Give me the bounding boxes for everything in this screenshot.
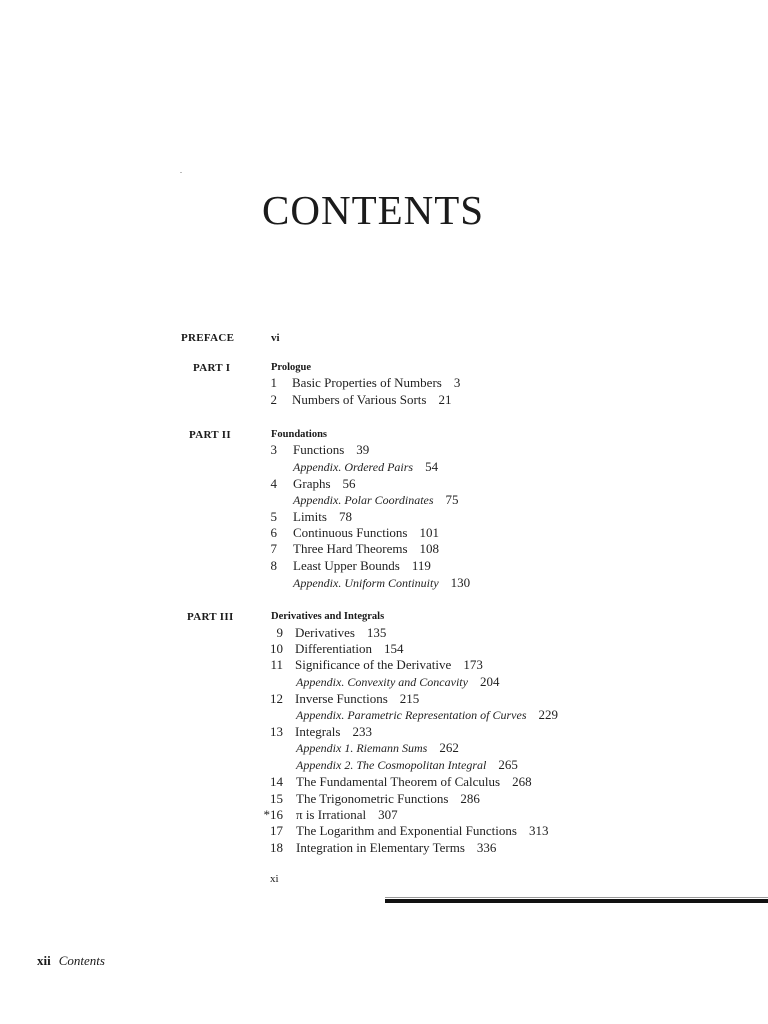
chapter-number: 5 <box>270 509 277 524</box>
chapter-number: 1 <box>270 375 277 390</box>
page-number: 215 <box>399 691 420 706</box>
footer-page-number: xi <box>270 873 279 885</box>
running-head <box>37 953 105 969</box>
page-number: 204 <box>479 674 500 689</box>
chapter-title: Graphs 56 <box>293 476 356 491</box>
running-head-page: xii <box>37 953 51 968</box>
scan-speck <box>180 172 182 173</box>
chapter-number: 9 <box>276 625 283 640</box>
preface-page-number: vi <box>271 332 280 344</box>
appendix-title: Appendix. Polar Coordinates 75 <box>293 492 459 507</box>
page-number: 56 <box>342 476 356 491</box>
appendix-title: Appendix. Parametric Representation of Curves 229 <box>296 707 559 722</box>
page-number: 101 <box>419 525 439 540</box>
chapter-title: Limits 78 <box>293 509 352 524</box>
chapter-title: Integration in Elementary Terms 336 <box>296 840 497 855</box>
page-number: 135 <box>366 625 387 640</box>
chapter-number: 7 <box>270 541 277 556</box>
chapter-title: π is Irrational 307 <box>296 807 398 822</box>
page-number: 286 <box>460 791 480 806</box>
running-head-title: Contents <box>58 953 105 968</box>
page-number: 233 <box>352 724 372 739</box>
page-number: 54 <box>425 459 439 474</box>
chapter-number: 3 <box>270 442 277 457</box>
part-heading: Prologue <box>271 362 312 373</box>
part-label: PART I <box>193 362 231 374</box>
chapter-title: The Logarithm and Exponential Functions 313 <box>296 823 549 838</box>
page-edge-line <box>385 897 768 903</box>
chapter-title: The Trigonometric Functions 286 <box>296 791 480 806</box>
appendix-title: Appendix 1. Riemann Sums 262 <box>296 740 459 755</box>
part-heading: Derivatives and Integrals <box>271 611 385 622</box>
chapter-title: Functions 39 <box>293 442 370 457</box>
chapter-number: 15 <box>270 791 283 806</box>
chapter-title: Least Upper Bounds 119 <box>293 558 431 573</box>
chapter-number: 17 <box>270 823 283 838</box>
part-label: PART III <box>187 611 234 623</box>
chapter-number: 6 <box>270 525 277 540</box>
page-number: 265 <box>498 757 518 772</box>
chapter-number: 4 <box>270 476 277 491</box>
page-number: 307 <box>378 807 398 822</box>
page-number: 130 <box>450 575 471 590</box>
appendix-title: Appendix. Ordered Pairs 54 <box>293 459 439 474</box>
chapter-number: 13 <box>270 724 283 739</box>
chapter-title: Numbers of Various Sorts 21 <box>292 392 452 407</box>
page-number: 75 <box>445 492 459 507</box>
page-number: 262 <box>439 740 459 755</box>
chapter-title: Derivatives 135 <box>295 625 387 640</box>
chapter-number: 12 <box>270 691 283 706</box>
chapter-number: 10 <box>270 641 283 656</box>
preface-label: PREFACE <box>181 332 235 344</box>
page-number: 336 <box>476 840 497 855</box>
chapter-number: 18 <box>270 840 283 855</box>
page-number: 154 <box>384 641 404 656</box>
chapter-number: 11 <box>270 657 283 672</box>
chapter-title: Three Hard Theorems 108 <box>293 541 440 556</box>
page-number: 173 <box>463 657 483 672</box>
appendix-title: Appendix. Uniform Continuity 130 <box>293 575 471 590</box>
chapter-title: Differentiation 154 <box>295 641 404 656</box>
page-number: 313 <box>528 823 549 838</box>
chapter-number: 8 <box>270 558 277 573</box>
chapter-number: 14 <box>270 774 283 789</box>
chapter-title: Continuous Functions 101 <box>293 525 439 540</box>
page-number: 3 <box>453 375 461 390</box>
appendix-title: Appendix 2. The Cosmopolitan Integral 265 <box>296 757 518 772</box>
page-number: 21 <box>438 392 452 407</box>
appendix-title: Appendix. Convexity and Concavity 204 <box>296 674 500 689</box>
page-title: CONTENTS <box>262 187 485 233</box>
chapter-title: The Fundamental Theorem of Calculus 268 <box>296 774 532 789</box>
page-number: 108 <box>419 541 440 556</box>
part-label: PART II <box>189 429 231 441</box>
chapter-number: 2 <box>270 392 277 407</box>
chapter-title: Basic Properties of Numbers 3 <box>292 375 461 390</box>
page-number: 119 <box>411 558 431 573</box>
chapter-title: Inverse Functions 215 <box>295 691 420 706</box>
page-number: 229 <box>538 707 559 722</box>
chapter-title: Significance of the Derivative 173 <box>295 657 483 672</box>
part-heading: Foundations <box>271 429 328 440</box>
page-number: 268 <box>512 774 532 789</box>
chapter-number: *16 <box>263 807 283 822</box>
page-number: 39 <box>356 442 370 457</box>
chapter-title: Integrals 233 <box>295 724 372 739</box>
page-number: 78 <box>338 509 352 524</box>
